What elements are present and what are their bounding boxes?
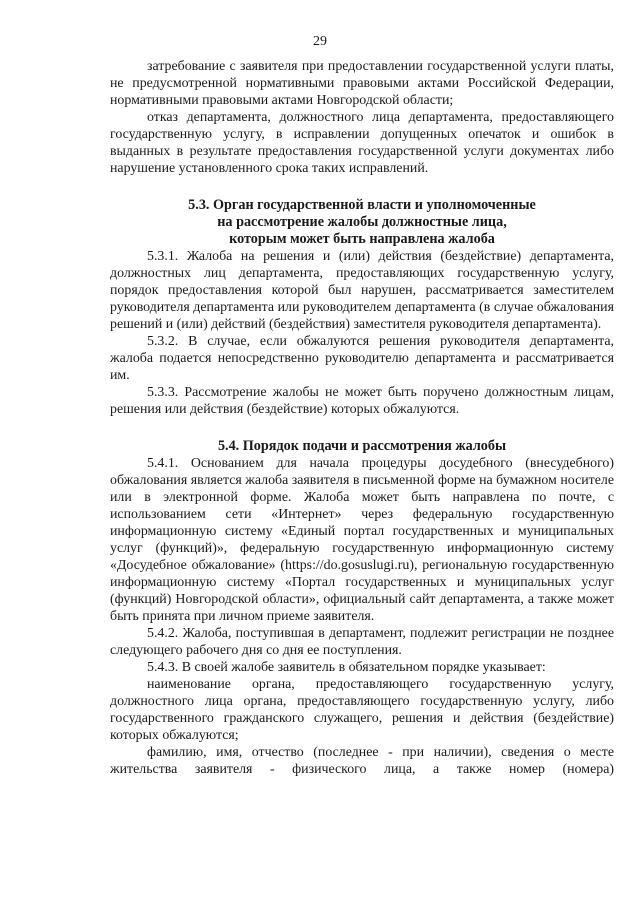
paragraph: 5.4.2. Жалоба, поступившая в департамент, подлежит регистрации не позднее следующего рабочего дня со дня ее поступления. [110, 626, 614, 658]
paragraph: 5.3.3. Рассмотрение жалобы не может быть поручено должностным лицам, решения или действия (бездействие) которых обжалуются. [110, 385, 614, 417]
paragraph: отказ департамента, должностного лица департамента, предоставляющего государственную услугу, в исправлении допущенных опечаток и ошибок в выданных в результате предоставления государственной услуги документах либо нарушение установленного срока таких исправлений. [110, 110, 614, 176]
heading-line: 5.4. Порядок подачи и рассмотрения жалобы [217, 438, 507, 454]
section-heading-5-3 [110, 197, 614, 248]
document-body [110, 58, 614, 778]
spacer [110, 177, 614, 197]
section-heading-5-4 [110, 438, 614, 455]
heading-line: которым может быть направлена жалоба [229, 231, 495, 247]
paragraph: затребование с заявителя при предоставлении государственной услуги платы, не предусмотренной нормативными правовыми актами Российской Федерации, нормативными правовыми актами Новгородской области; [110, 59, 614, 108]
paragraph: 5.3.1. Жалоба на решения и (или) действия (бездействие) департамента, должностных лиц департамента, предоставляющих государственную услугу, порядок предоставления которой был нарушен, рассматривается заместителем руководителя департамента или руководителем департамента (в случае обжалования решений и (или) действий (бездействия) заместителя руководителя департамента). [110, 249, 614, 332]
paragraph: 5.3.2. В случае, если обжалуются решения руководителя департамента, жалоба подается непосредственно руководителю департамента и рассматривается им. [110, 334, 614, 383]
paragraph: 5.4.3. В своей жалобе заявитель в обязательном порядке указывает: [147, 660, 546, 675]
page-number: 29 [313, 34, 327, 49]
heading-line: 5.3. Орган государственной власти и уполномоченные [188, 197, 536, 213]
heading-line: на рассмотрение жалобы должностные лица, [217, 214, 507, 230]
paragraph: фамилию, имя, отчество (последнее - при наличии), сведения о месте жительства заявителя - физического лица, а также номер (номера) [110, 745, 614, 777]
paragraph: 5.4.1. Основанием для начала процедуры досудебного (внесудебного) обжалования является жалоба заявителя в письменной форме на бумажном носителе или в электронной форме. Жалоба может быть направлена по почте, с использованием сети «Интернет» через федеральную государственную информационную систему «Единый портал государственных и муниципальных услуг (функций)», федеральную государственную информационную систему «Досудебное обжалование» (https://do.gosuslugi.ru), региональную государственную информационную систему «Портал государственных и муниципальных услуг (функций) Новгородской области», официальный сайт департамента, а также может быть принята при личном приеме заявителя. [110, 456, 614, 624]
paragraph: наименование органа, предоставляющего государственную услугу, должностного лица органа, предоставляющего государственную услугу, либо государственного гражданского служащего, решения и действия (бездействие) которых обжалуются; [110, 677, 614, 743]
spacer [110, 418, 614, 438]
